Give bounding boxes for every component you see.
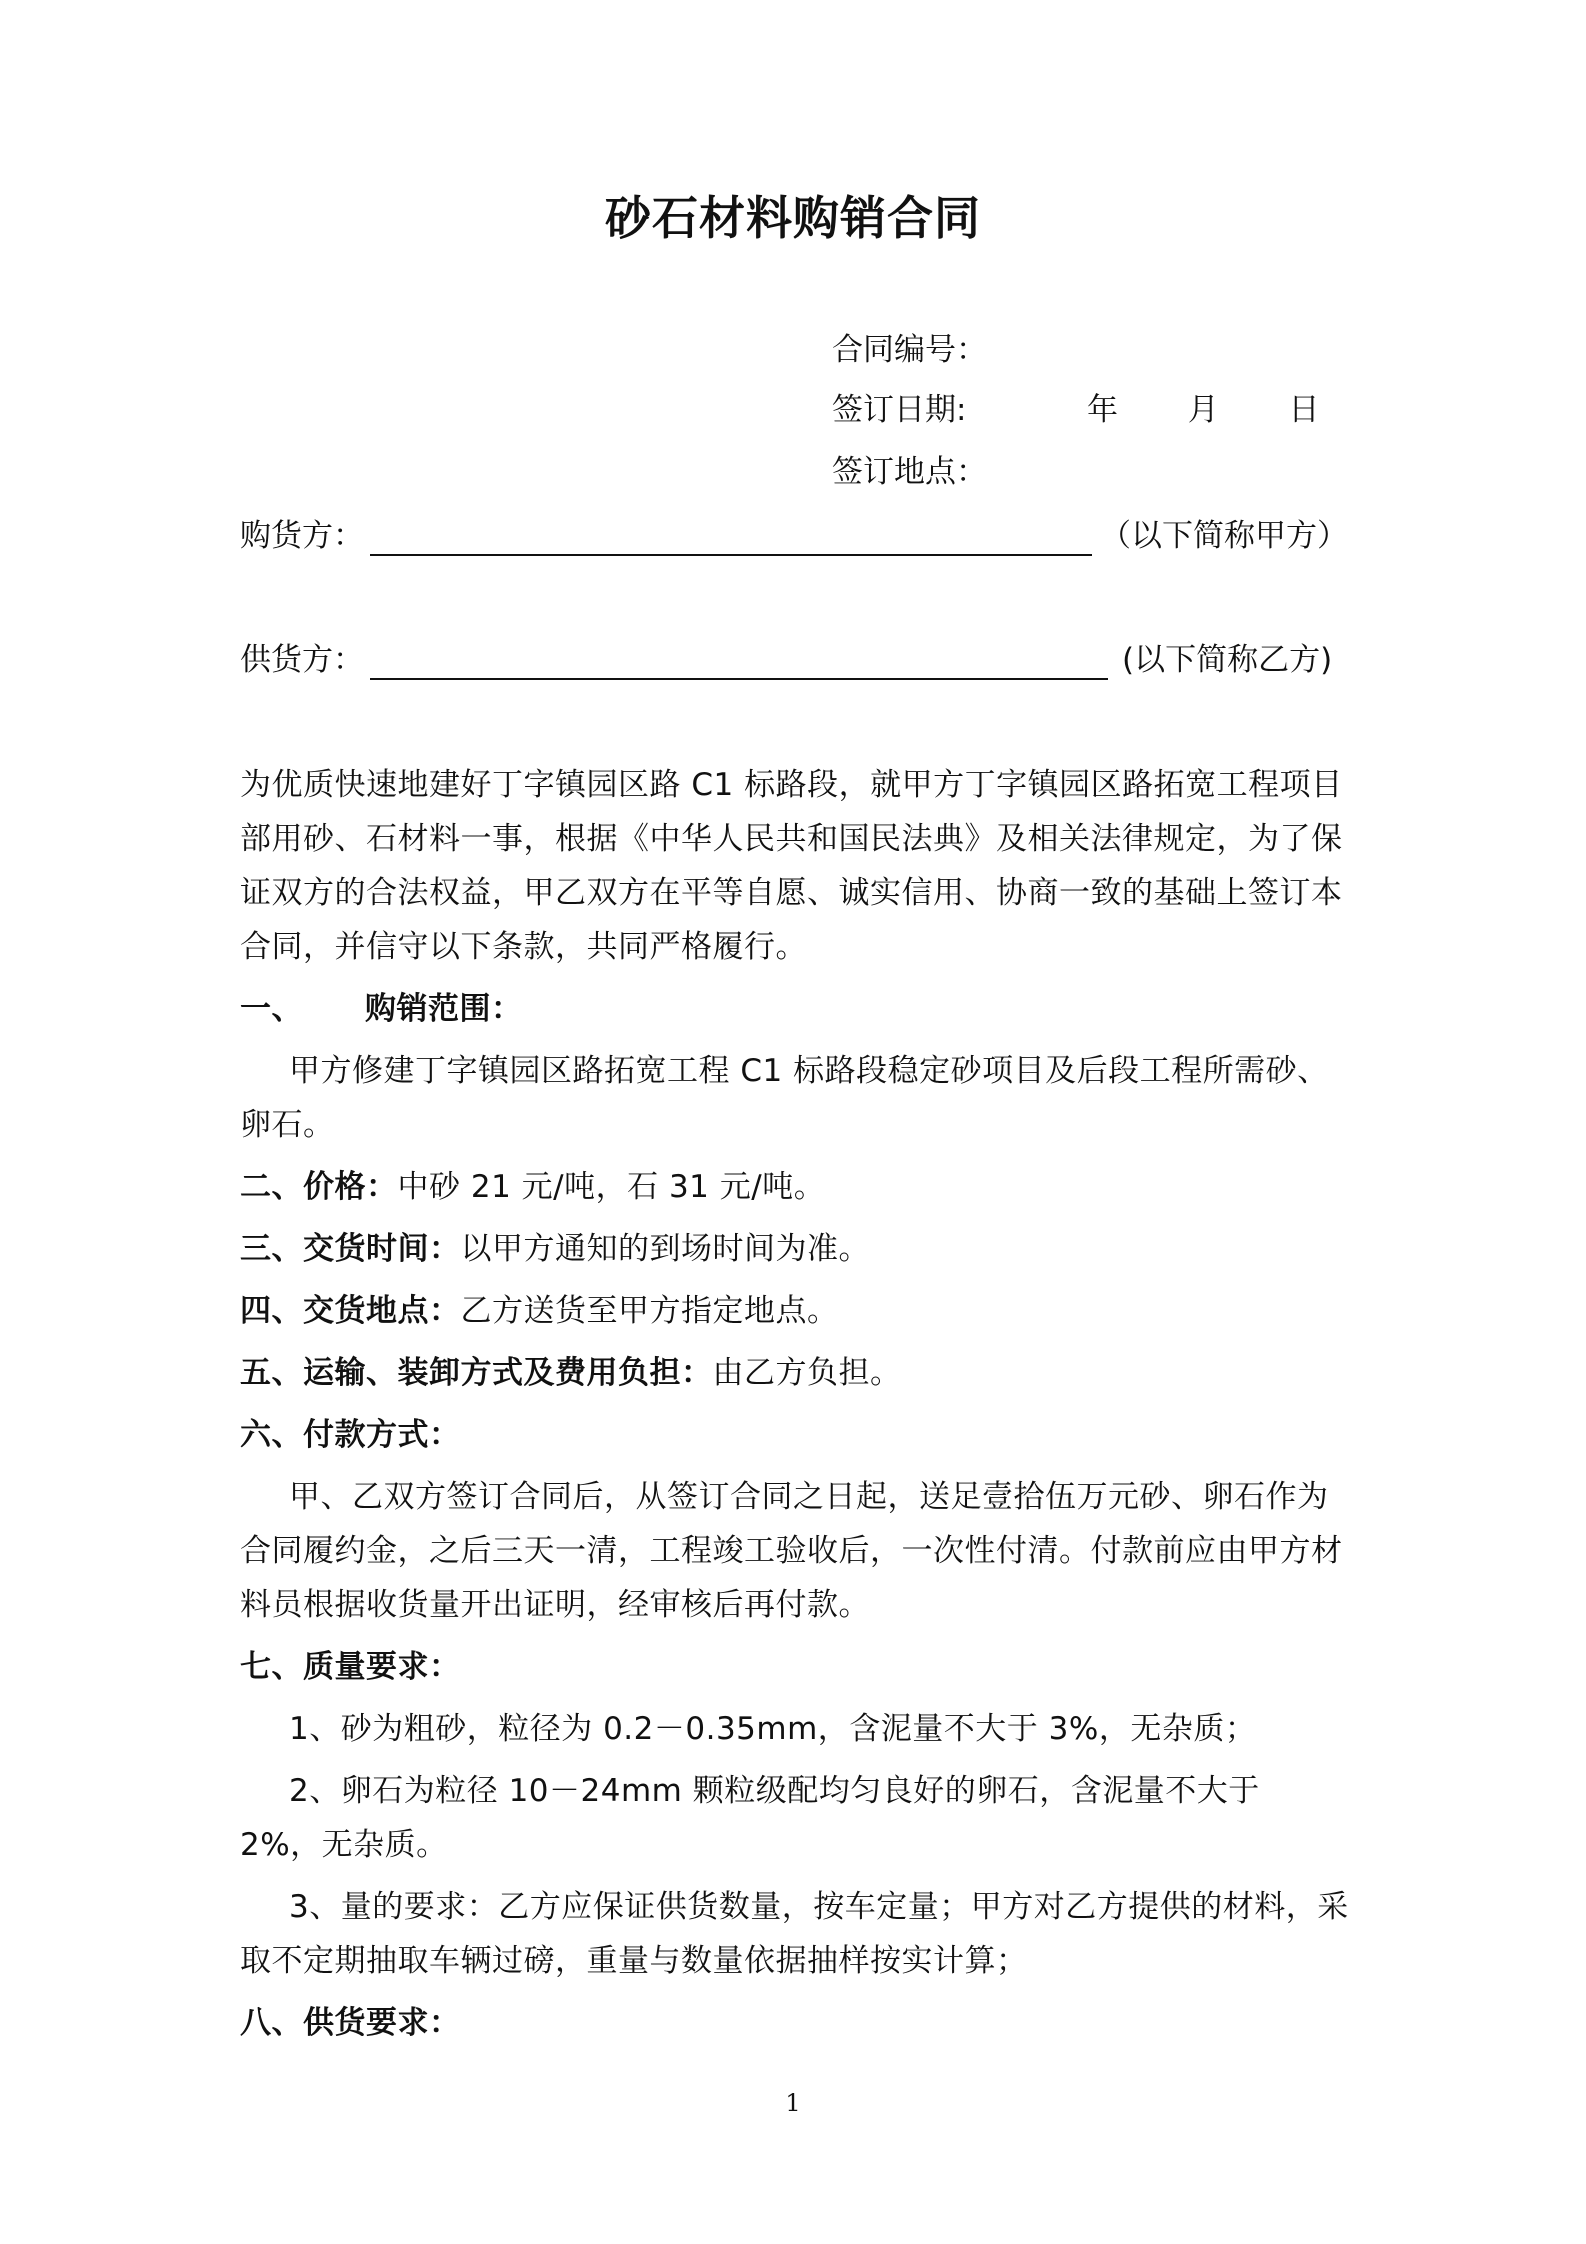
contract-number-row bbox=[832, 328, 987, 372]
section-1-number: 一、 bbox=[240, 991, 303, 1027]
contract-body bbox=[240, 758, 1350, 2050]
section-3-heading: 三、交货时间： bbox=[240, 1231, 461, 1267]
buyer-note: （以下简称甲方） bbox=[1100, 518, 1348, 554]
section-5 bbox=[240, 1346, 1350, 1400]
buyer-row bbox=[240, 514, 1350, 564]
section-4-heading: 四、交货地点： bbox=[240, 1293, 461, 1329]
section-2-body: 中砂 21 元/吨，石 31 元/吨。 bbox=[397, 1169, 826, 1205]
section-1-heading bbox=[240, 982, 1350, 1036]
section-4-body: 乙方送货至甲方指定地点。 bbox=[460, 1293, 839, 1329]
section-1-title: 购销范围： bbox=[365, 991, 523, 1027]
month-label: 月 bbox=[1187, 392, 1219, 428]
supplier-row bbox=[240, 638, 1350, 688]
contract-number-label: 合同编号： bbox=[832, 332, 987, 368]
section-6-body: 甲、乙双方签订合同后，从签订合同之日起，送足壹拾伍万元砂、卵石作为合同履约金，之后三天一清，工程竣工验收后，一次性付清。付款前应由甲方材料员根据收货量开出证明，经审核后再付款。 bbox=[240, 1479, 1343, 1623]
section-4 bbox=[240, 1284, 1350, 1338]
date-fields bbox=[1087, 388, 1319, 432]
supplier-blank-line bbox=[370, 678, 1108, 680]
signing-place-row bbox=[832, 450, 987, 494]
section-5-body: 由乙方负担。 bbox=[712, 1355, 902, 1391]
day-label: 日 bbox=[1288, 392, 1320, 428]
section-5-heading: 五、运输、装卸方式及费用负担： bbox=[240, 1355, 713, 1391]
section-8-heading: 八、供货要求： bbox=[240, 2005, 461, 2041]
section-7-item-1: 1、砂为粗砂，粒径为 0.2－0.35mm，含泥量不大于 3%，无杂质； bbox=[289, 1711, 1257, 1747]
buyer-label: 购货方： bbox=[240, 518, 364, 554]
section-6-heading: 六、付款方式： bbox=[240, 1417, 461, 1453]
signing-place-label: 签订地点： bbox=[832, 454, 987, 490]
section-2 bbox=[240, 1160, 1350, 1214]
signing-date-row bbox=[832, 388, 1320, 432]
section-7-item-3: 3、量的要求：乙方应保证供货数量，按车定量；甲方对乙方提供的材料，采取不定期抽取车辆过磅，重量与数量依据抽样按实计算； bbox=[240, 1889, 1349, 1979]
section-3-body: 以甲方通知的到场时间为准。 bbox=[460, 1231, 870, 1267]
intro-paragraph: 为优质快速地建好丁字镇园区路 C1 标路段，就甲方丁字镇园区路拓宽工程项目部用砂、石材料一事，根据《中华人民共和国民法典》及相关法律规定，为了保证双方的合法权益，甲乙双方在平等自愿、诚实信用、协商一致的基础上签订本合同，并信守以下条款，共同严格履行。 bbox=[240, 767, 1343, 965]
signing-date-label: 签订日期: bbox=[832, 392, 967, 428]
supplier-label: 供货方： bbox=[240, 642, 364, 678]
section-1-body: 甲方修建丁字镇园区路拓宽工程 C1 标路段稳定砂项目及后段工程所需砂、卵石。 bbox=[240, 1053, 1329, 1143]
section-7-heading: 七、质量要求： bbox=[240, 1649, 461, 1685]
page-number: 1 bbox=[785, 2089, 801, 2117]
buyer-blank-line bbox=[370, 554, 1092, 556]
section-3 bbox=[240, 1222, 1350, 1276]
year-label: 年 bbox=[1087, 392, 1118, 428]
section-2-heading: 二、价格： bbox=[240, 1169, 398, 1205]
supplier-note: (以下简称乙方) bbox=[1122, 642, 1333, 678]
section-7-item-2: 2、卵石为粒径 10－24mm 颗粒级配均匀良好的卵石，含泥量不大于 2%，无杂质。 bbox=[240, 1773, 1260, 1863]
document-title: 砂石材料购销合同 bbox=[605, 191, 981, 245]
